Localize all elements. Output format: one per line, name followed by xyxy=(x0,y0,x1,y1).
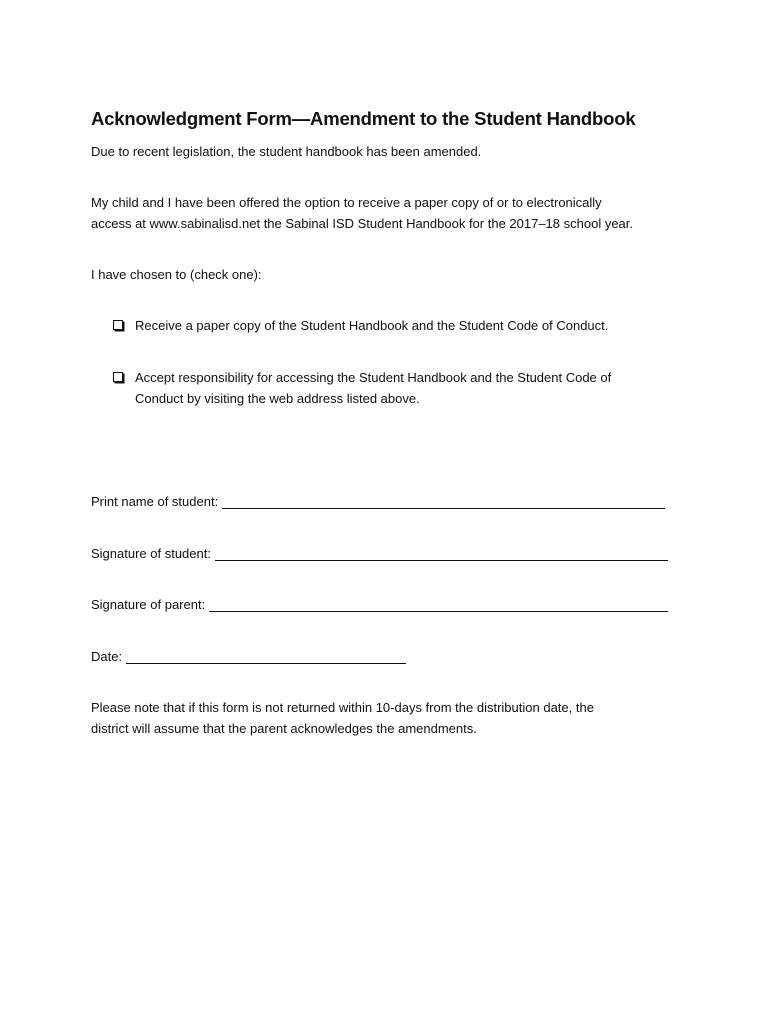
student-signature-label: Signature of student: xyxy=(91,546,211,561)
parent-signature-label: Signature of parent: xyxy=(91,597,206,612)
option-paper-copy-line-1: Receive a paper copy of the Student Handbook and the Student Code of Conduct. xyxy=(135,318,609,333)
option-electronic-access-line-2: Conduct by visiting the web address listed above. xyxy=(135,390,420,406)
offer-line-2: access at www.sabinalisd.net the Sabinal ISD Student Handbook for the 2017–18 school year. xyxy=(91,215,634,231)
student-signature-line[interactable] xyxy=(215,560,668,561)
offer-line-1: My child and I have been offered the option to receive a paper copy of or to electronically xyxy=(91,195,602,210)
parent-signature-line[interactable] xyxy=(209,611,668,612)
student-name-line[interactable] xyxy=(222,508,665,509)
return-note-line-1: Please note that if this form is not returned within 10-days from the distribution date, the xyxy=(91,700,594,715)
date-label: Date: xyxy=(91,649,123,664)
option-paper-copy-label xyxy=(135,316,608,337)
student-name-label: Print name of student: xyxy=(91,494,219,509)
checkbox-electronic-access[interactable] xyxy=(113,372,123,382)
offer-paragraph xyxy=(91,193,633,234)
parent-signature-field[interactable] xyxy=(91,595,668,615)
option-electronic-access-label xyxy=(135,368,611,409)
student-signature-field[interactable] xyxy=(91,544,668,564)
return-note-line-2: district will assume that the parent acknowledges the amendments. xyxy=(91,720,477,736)
form-title: Acknowledgment Form—Amendment to the Student Handbook xyxy=(91,108,636,129)
intro-text: Due to recent legislation, the student handbook has been amended. xyxy=(91,144,482,159)
option-electronic-access-line-1: Accept responsibility for accessing the Student Handbook and the Student Code of xyxy=(135,370,612,385)
return-note xyxy=(91,698,594,739)
choice-prompt: I have chosen to (check one): xyxy=(91,267,262,282)
option-paper-copy[interactable] xyxy=(113,316,608,337)
student-name-field[interactable] xyxy=(91,492,665,512)
date-line[interactable] xyxy=(126,663,406,664)
date-field[interactable] xyxy=(91,647,406,667)
checkbox-paper-copy[interactable] xyxy=(113,320,123,330)
option-electronic-access[interactable] xyxy=(113,368,611,409)
